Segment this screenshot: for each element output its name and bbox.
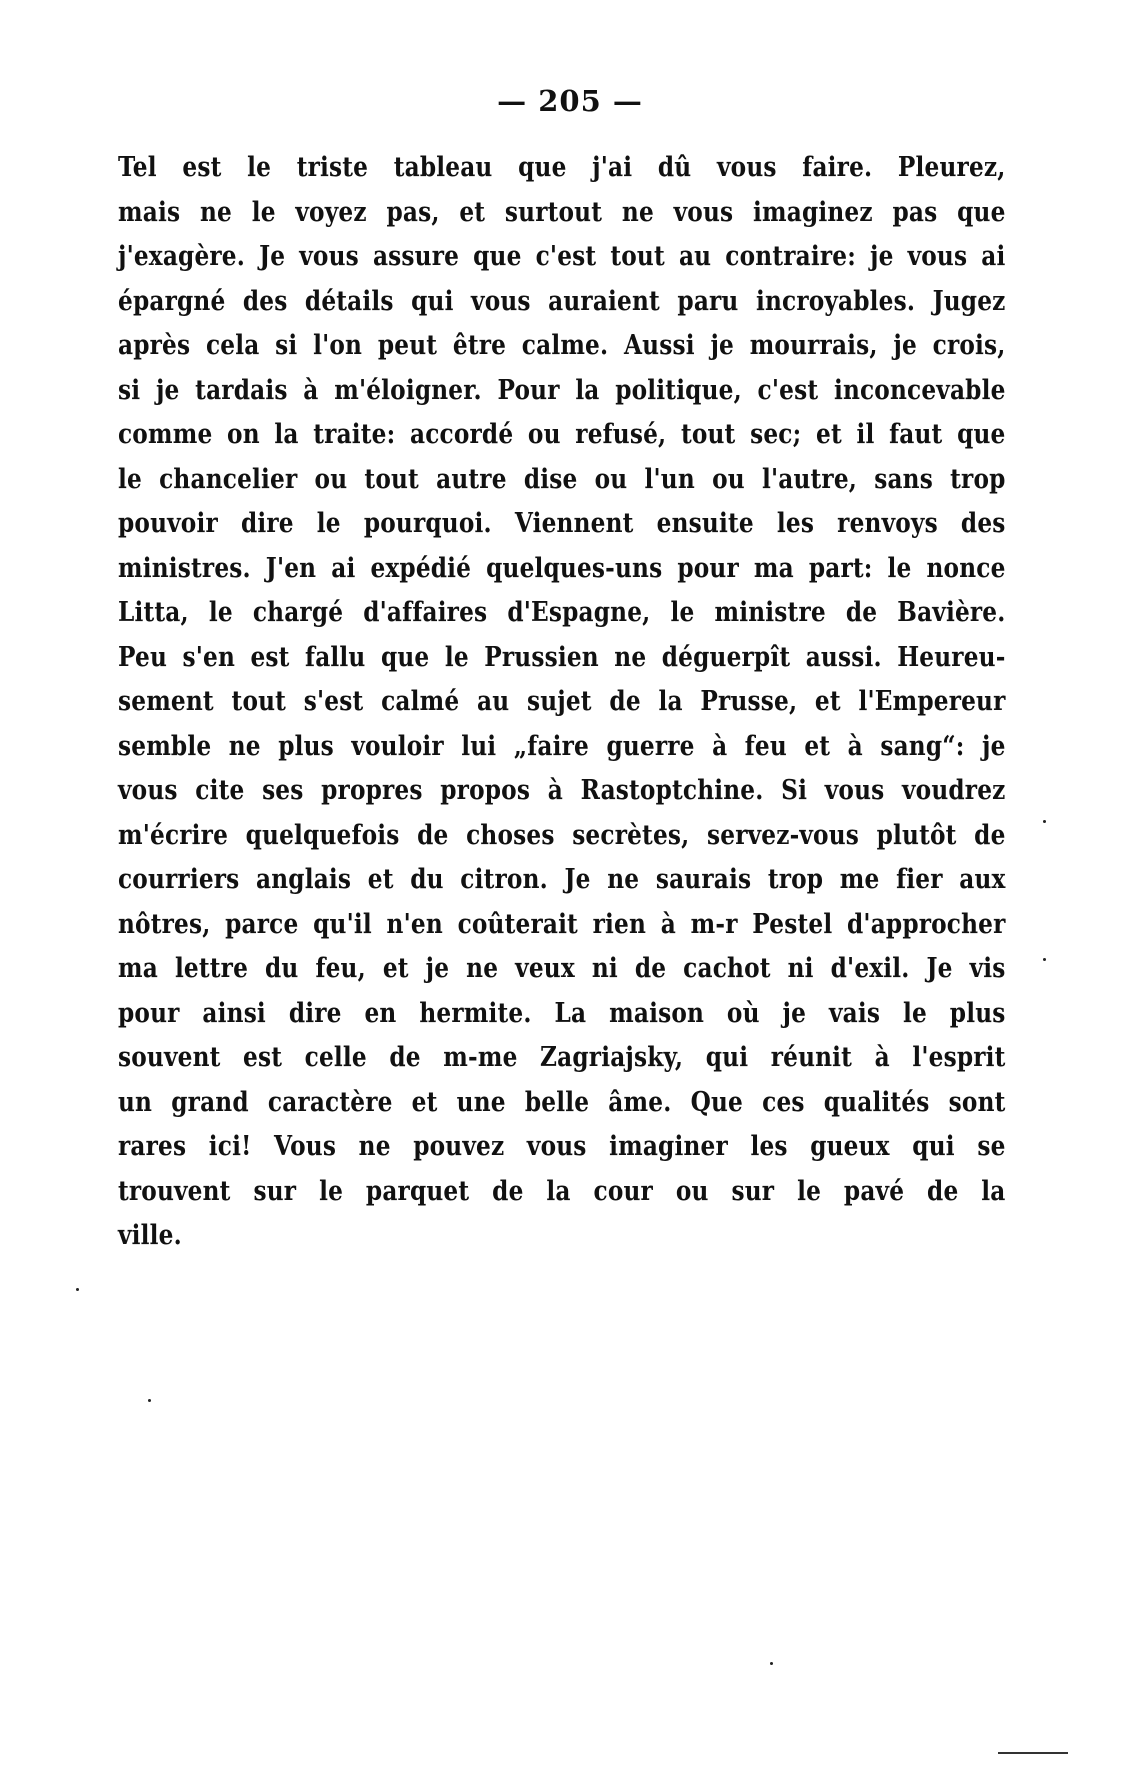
text-line: souvent est celle de m-me Zagriajsky, qui réunit à l'esprit: [118, 1042, 1006, 1073]
scan-speck: [1043, 820, 1046, 823]
text-line: mais ne le voyez pas, et surtout ne vous imaginez pas que: [118, 196, 1006, 228]
text-line: sement tout s'est calmé au sujet de la Prusse, et l'Empereur: [118, 686, 1006, 717]
text-line: épargné des détails qui vous auraient paru incroyables. Jugez: [118, 285, 1006, 317]
text-line: courriers anglais et du citron. Je ne saurais trop me fier aux: [118, 864, 1006, 895]
text-line: semble ne plus vouloir lui „faire guerre à feu et à sang“: je: [118, 730, 1006, 762]
text-line: pour ainsi dire en hermite. La maison où je vais le plus: [118, 997, 1006, 1029]
scan-speck: [76, 1288, 79, 1291]
text-line: Litta, le chargé d'affaires d'Espagne, le ministre de Bavière.: [118, 597, 1006, 628]
page-number: — 205 —: [497, 84, 643, 118]
scan-edge-mark: [998, 1752, 1068, 1754]
text-line: nôtres, parce qu'il n'en coûterait rien à m-r Pestel d'approcher: [118, 908, 1006, 940]
scan-speck: [770, 1662, 773, 1665]
text-line: Peu s'en est fallu que le Prussien ne déguerpît aussi. Heureu-: [118, 641, 1006, 673]
text-line: comme on la traite: accordé ou refusé, tout sec; et il faut que: [118, 419, 1006, 450]
text-line: rares ici! Vous ne pouvez vous imaginer les gueux qui se: [118, 1131, 1006, 1162]
body-text: [118, 146, 1006, 1259]
scan-speck: [1043, 958, 1046, 961]
text-line: j'exagère. Je vous assure que c'est tout au contraire: je vous ai: [118, 241, 1006, 272]
text-line: un grand caractère et une belle âme. Que ces qualités sont: [118, 1086, 1006, 1118]
text-line: ville.: [118, 1220, 182, 1251]
text-line: vous cite ses propres propos à Rastoptchine. Si vous voudrez: [118, 775, 1006, 806]
text-line: ma lettre du feu, et je ne veux ni de cachot ni d'exil. Je vis: [118, 953, 1006, 984]
scan-speck: [148, 1399, 151, 1402]
text-line: Tel est le triste tableau que j'ai dû vous faire. Pleurez,: [118, 152, 1006, 183]
text-line: m'écrire quelquefois de choses secrètes, servez-vous plutôt de: [118, 819, 1006, 851]
text-line: si je tardais à m'éloigner. Pour la politique, c'est inconcevable: [118, 374, 1006, 406]
text-line: le chancelier ou tout autre dise ou l'un ou l'autre, sans trop: [118, 463, 1006, 495]
text-line: ministres. J'en ai expédié quelques-uns pour ma part: le nonce: [118, 552, 1006, 584]
text-line: trouvent sur le parquet de la cour ou sur le pavé de la: [118, 1175, 1006, 1207]
text-line: pouvoir dire le pourquoi. Viennent ensuite les renvoys des: [118, 508, 1006, 539]
text-line: après cela si l'on peut être calme. Aussi je mourrais, je crois,: [118, 330, 1006, 361]
